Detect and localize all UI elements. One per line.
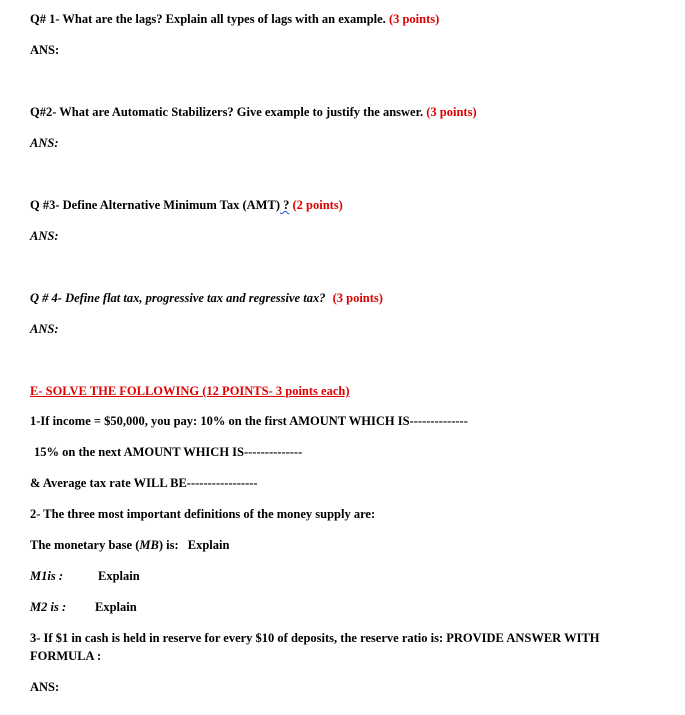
- section-e-line-4: 2- The three most important definitions of the money supply are:: [30, 507, 376, 521]
- question-1-text: Q# 1- What are the lags? Explain all types of lags with an example.: [30, 12, 386, 26]
- monetary-base-explain: Explain: [187, 538, 230, 552]
- answer-4-label: ANS:: [30, 322, 59, 336]
- section-e-line-2: 15% on the next AMOUNT WHICH IS--------------: [34, 445, 303, 459]
- question-2: [30, 104, 477, 120]
- question-3-points: (2 points): [292, 198, 343, 212]
- monetary-base-text-a: The monetary base (: [30, 538, 140, 552]
- answer-1-label: ANS:: [30, 43, 60, 57]
- question-4-text: Q # 4- Define flat tax, progressive tax and regressive tax?: [30, 291, 326, 305]
- m1-label: M1is :: [30, 569, 63, 583]
- monetary-base-text-c: ) is:: [158, 538, 179, 552]
- answer-3-label: ANS:: [30, 229, 59, 243]
- monetary-base-abbrev: MB: [139, 538, 159, 552]
- question-4-points: (3 points): [332, 291, 383, 305]
- section-e-line-3: & Average tax rate WILL BE-----------------: [30, 476, 258, 490]
- question-3: [30, 197, 343, 213]
- section-e-line-1: 1-If income = $50,000, you pay: 10% on the first AMOUNT WHICH IS--------------: [30, 414, 468, 428]
- question-1-points: (3 points): [388, 12, 440, 26]
- question-2-text: Q#2- What are Automatic Stabilizers? Give example to justify the answer.: [30, 105, 424, 119]
- question-1: [30, 11, 439, 27]
- section-e-answer-label: ANS:: [30, 680, 60, 694]
- question-3-mark: ?: [279, 198, 290, 212]
- section-e-line-8a: 3- If $1 in cash is held in reserve for every $10 of deposits, the reserve ratio is: PROVIDE ANSWER WITH: [30, 631, 600, 645]
- m1-line: [30, 568, 140, 584]
- question-2-points: (3 points): [426, 105, 477, 119]
- question-4: [30, 290, 383, 306]
- m2-label: M2 is :: [30, 600, 67, 614]
- m2-line: [30, 599, 137, 615]
- answer-2-label: ANS:: [30, 136, 59, 150]
- m2-explain: Explain: [95, 600, 137, 614]
- monetary-base-line: [30, 537, 229, 553]
- section-e-line-8b: FORMULA :: [30, 649, 102, 663]
- m1-explain: Explain: [98, 569, 140, 583]
- question-3-text: Q #3- Define Alternative Minimum Tax (AMT): [30, 198, 280, 212]
- section-e-heading: E- SOLVE THE FOLLOWING (12 POINTS- 3 points each): [30, 384, 350, 398]
